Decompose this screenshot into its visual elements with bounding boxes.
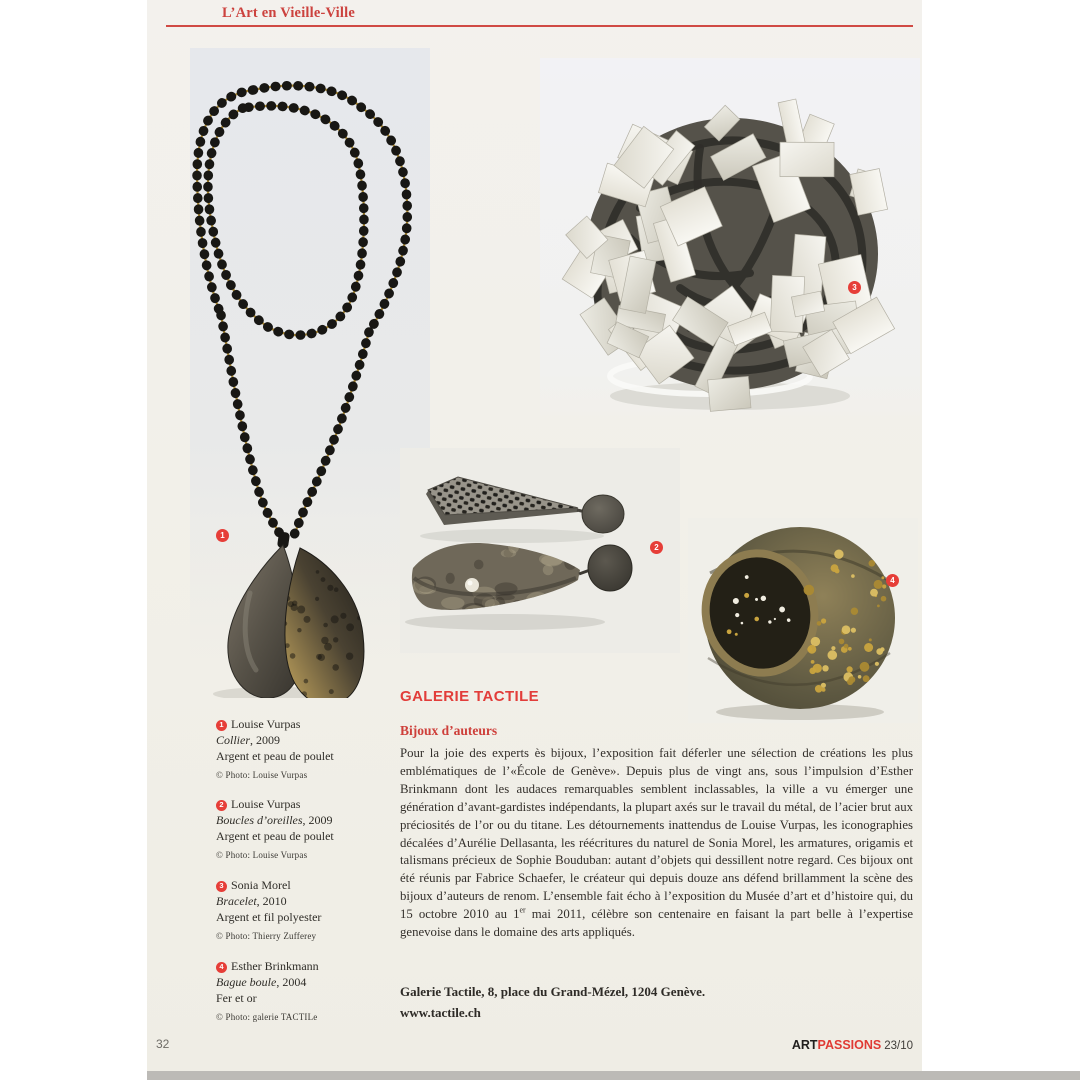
caption-photo-credit: © Photo: Louise Vurpas (216, 770, 308, 780)
earring-top-disc (582, 495, 624, 533)
gallery-name-heading: GALERIE TACTILE (400, 688, 540, 705)
article-body: Pour la joie des experts ès bijoux, l’exposition fait déferler une sélection de créations les plus emblématiques de l’«École de Genève». Depuis plus de vingt ans, sous l’impulsion d’Esther Brinkmann dont les audaces remarquables semblent inclassables, la ville a vu émerger une génération d’avant-gardistes indépendants, la plupart axés sur le travail du métal, de l’acier brut aux préciosités de l’or ou du titane. Les détournements inattendus de Louise Vurpas, les iconographies décalées d’Aurélie Dellasanta, les réécritures du naturel de Sonia Morel, les armatures, origamis et talismans précieux de Sophie Bouduban: autant d’objets qui dessillent notre regard. Ces bijoux ont été réunis par Fabrice Schaefer, le créateur qui depuis douze ans défend brillamment la scène des bijoux d’auteurs de renom. L’ensemble fait écho à l’exposition du Musée d’art et d’histoire qui, du 15 octobre 2010 au 1er mai 2011, célèbre son centenaire en faisant la part belle à l’expertise genevoise dans le domaine des arts appliqués. (400, 746, 913, 940)
caption-bague: 4 Esther Brinkmann Bague boule, 2004 Fer et or © Photo: galerie TACTILe (216, 958, 394, 1025)
caption-work-title: Bracelet (216, 894, 257, 908)
caption-artist: Sonia Morel (231, 878, 291, 892)
caption-artist: Esther Brinkmann (231, 959, 319, 973)
section-header: L’Art en Vieille-Ville (222, 5, 355, 21)
caption-artist: Louise Vurpas (231, 797, 301, 811)
caption-photo-credit: © Photo: Thierry Zufferey (216, 931, 317, 941)
scan-edge-strip (147, 1071, 1080, 1080)
caption-bracelet: 3 Sonia Morel Bracelet, 2010 Argent et fil polyester © Photo: Thierry Zufferey (216, 877, 394, 944)
caption-collier: 1 Louise Vurpas Collier, 2009 Argent et peau de poulet © Photo: Louise Vurpas (216, 716, 394, 783)
caption-materials: Argent et peau de poulet (216, 829, 334, 843)
photo-marker-1: 1 (216, 529, 229, 542)
caption-marker-icon: 4 (216, 962, 227, 973)
issue-number: 23/10 (884, 1040, 913, 1052)
caption-materials: Argent et fil polyester (216, 910, 322, 924)
caption-boucles: 2 Louise Vurpas Boucles d’oreilles, 2009 Argent et peau de poulet © Photo: Louise Vurpas (216, 796, 394, 863)
earring-top (428, 477, 578, 515)
earring-bottom-disc (588, 545, 632, 591)
caption-work-title: Collier (216, 733, 251, 747)
bracelet-illustration (540, 58, 920, 428)
caption-work-title: Bague boule (216, 975, 277, 989)
gallery-website: www.tactile.ch (400, 1005, 481, 1020)
photo-marker-3: 3 (848, 281, 861, 294)
necklace-bead-strands (197, 86, 407, 540)
ring-illustration (688, 518, 918, 723)
caption-materials: Argent et peau de poulet (216, 749, 334, 763)
caption-work-title: Boucles d’oreilles (216, 813, 303, 827)
caption-photo-credit: © Photo: galerie TACTILe (216, 1012, 318, 1022)
earrings-illustration (400, 448, 680, 653)
page-number: 32 (156, 1037, 170, 1051)
header-rule (166, 25, 913, 27)
caption-materials: Fer et or (216, 991, 257, 1005)
brand-part-red: PASSIONS (817, 1038, 882, 1052)
article-subheading: Bijoux d’auteurs (400, 723, 498, 738)
caption-marker-icon: 2 (216, 800, 227, 811)
necklace-illustration (190, 48, 430, 698)
caption-artist: Louise Vurpas (231, 717, 301, 731)
photo-marker-4: 4 (886, 574, 899, 587)
caption-photo-credit: © Photo: Louise Vurpas (216, 850, 308, 860)
caption-marker-icon: 3 (216, 881, 227, 892)
magazine-brand (792, 1038, 913, 1052)
caption-marker-icon: 1 (216, 720, 227, 731)
photo-marker-2: 2 (650, 541, 663, 554)
pendant-right (285, 548, 364, 698)
pearl (465, 578, 479, 592)
superscript-er: er (519, 905, 526, 915)
gallery-address: Galerie Tactile, 8, place du Grand-Mézel, 1204 Genève. (400, 984, 706, 999)
brand-part-black: ART (791, 1038, 818, 1052)
